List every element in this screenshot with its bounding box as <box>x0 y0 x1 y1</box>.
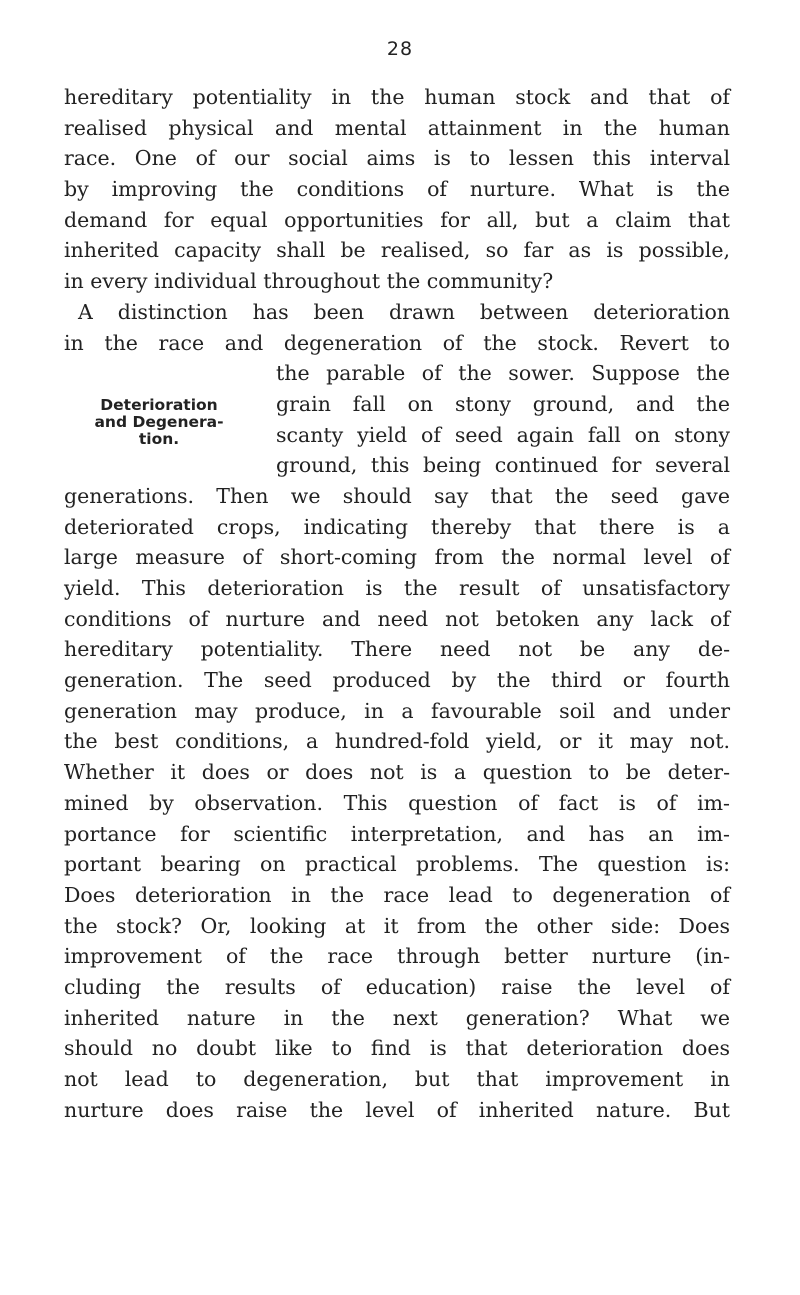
text-line: scanty yield of seed again fall on stony <box>276 422 730 447</box>
text-line: by improving the conditions of nurture. What is the <box>64 177 730 202</box>
text-line: hereditary potentiality in the human stock and that of <box>64 85 730 109</box>
margin-note-line: Deterioration <box>100 396 218 414</box>
text-line: portance for scientific interpretation, and has an im- <box>64 821 730 846</box>
text-line: the stock? Or, looking at it from the other side: Does <box>64 913 730 938</box>
text-line: generation. The seed produced by the third or fourth <box>64 668 730 693</box>
text-line: demand for equal opportunities for all, but a claim that <box>64 207 730 232</box>
text-line: large measure of short-coming from the normal level of <box>64 545 730 570</box>
text-line: yield. This deterioration is the result of unsatisfactory <box>64 576 730 600</box>
text-line: not lead to degeneration, but that improvement in <box>64 1067 730 1091</box>
text-line: nurture does raise the level of inherited nature. But <box>64 1097 730 1122</box>
text-line: the parable of the sower. Suppose the <box>276 361 730 386</box>
text-line: in the race and degeneration of the stock. Revert to <box>64 330 730 355</box>
text-line: Does deterioration in the race lead to degeneration of <box>64 882 730 907</box>
text-line: cluding the results of education) raise the level of <box>64 974 730 999</box>
text-line: ground, this being continued for several <box>276 453 730 478</box>
body-text <box>64 82 730 1125</box>
text-line: conditions of nurture and need not betoken any lack of <box>64 606 730 631</box>
text-line: generations. Then we should say that the seed gave <box>64 483 730 508</box>
text-line: A distinction has been drawn between deterioration <box>78 299 730 324</box>
text-line: deteriorated crops, indicating thereby that there is a <box>64 514 730 539</box>
text-line: should no doubt like to find is that deterioration does <box>64 1036 730 1061</box>
text-line: race. One of our social aims is to lessen this interval <box>64 146 730 171</box>
text-line: mined by observation. This question of fact is of im- <box>64 790 730 815</box>
text-line: hereditary potentiality. There need not be any de- <box>64 637 730 662</box>
margin-note-line: and Degenera- <box>94 413 224 431</box>
page-number: 28 <box>386 38 414 60</box>
margin-note-line: tion. <box>138 430 180 448</box>
text-line: portant bearing on practical problems. The question is: <box>64 852 730 877</box>
text-line: generation may produce, in a favourable soil and under <box>64 698 730 723</box>
text-line: the best conditions, a hundred-fold yield, or it may not. <box>64 729 730 754</box>
text-line: inherited capacity shall be realised, so far as is possible, <box>64 238 730 263</box>
text-line: realised physical and mental attainment in the human <box>64 115 730 140</box>
text-line: inherited nature in the next generation? What we <box>64 1005 730 1030</box>
text-line: grain fall on stony ground, and the <box>276 391 730 416</box>
text-line: Whether it does or does not is a question to be deter- <box>64 760 730 785</box>
text-line: improvement of the race through better nurture (in- <box>64 944 730 969</box>
text-line: in every individual throughout the community? <box>64 269 554 294</box>
